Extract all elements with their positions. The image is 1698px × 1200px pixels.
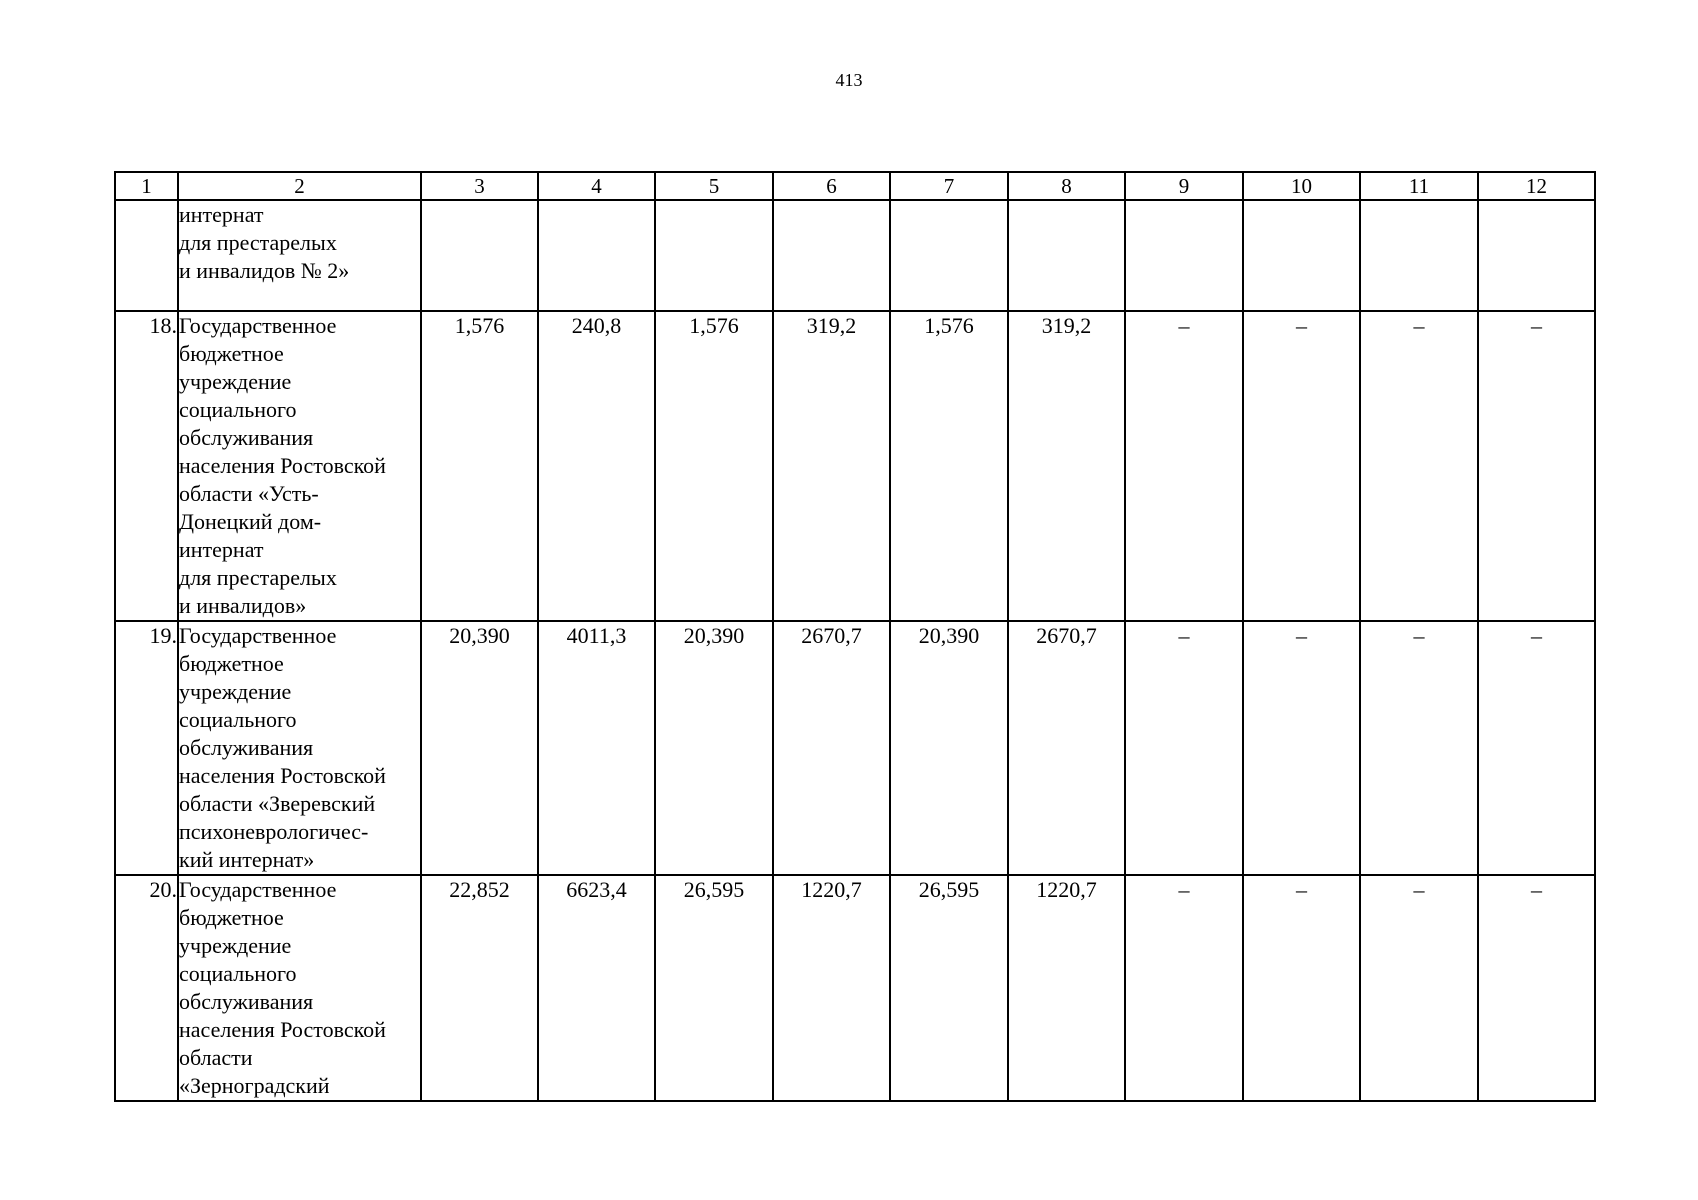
column-header: 9 xyxy=(1125,172,1243,200)
table-cell: – xyxy=(1125,875,1243,1101)
table-cell xyxy=(1125,200,1243,311)
table-cell xyxy=(773,200,890,311)
table-header-row xyxy=(115,172,1595,200)
table-cell: – xyxy=(1360,311,1478,621)
institution-name xyxy=(178,875,421,1101)
institution-name xyxy=(178,311,421,621)
table-cell xyxy=(421,200,538,311)
table-cell xyxy=(890,200,1008,311)
institution-name xyxy=(178,621,421,875)
column-header: 1 xyxy=(115,172,178,200)
table-row xyxy=(115,875,1595,1101)
table-cell: 1,576 xyxy=(890,311,1008,621)
table-cell: – xyxy=(1478,311,1595,621)
table-cell: 1220,7 xyxy=(1008,875,1125,1101)
table-row xyxy=(115,311,1595,621)
table-cell: 26,595 xyxy=(655,875,773,1101)
column-header: 11 xyxy=(1360,172,1478,200)
column-header: 3 xyxy=(421,172,538,200)
institution-name-text: Государственное бюджетное учреждение социального обслуживания населения Ростовской области «Усть- Донецкий дом- интернат для престарелых и инвалидов» xyxy=(179,313,386,618)
table-cell xyxy=(1008,200,1125,311)
table-row xyxy=(115,621,1595,875)
table-cell: 20,390 xyxy=(655,621,773,875)
page-number: 413 xyxy=(835,70,863,90)
table-cell: 20,390 xyxy=(890,621,1008,875)
table-cell: 26,595 xyxy=(890,875,1008,1101)
table-cell xyxy=(1360,200,1478,311)
table-cell xyxy=(655,200,773,311)
table-cell: – xyxy=(1125,621,1243,875)
table-cell: – xyxy=(1360,621,1478,875)
table-cell: 6623,4 xyxy=(538,875,655,1101)
table-row xyxy=(115,200,1595,311)
table-cell: – xyxy=(1243,621,1360,875)
column-header: 10 xyxy=(1243,172,1360,200)
data-table xyxy=(114,171,1596,1102)
column-header: 5 xyxy=(655,172,773,200)
table-cell: – xyxy=(1478,621,1595,875)
table-cell: 2670,7 xyxy=(773,621,890,875)
table-cell: 4011,3 xyxy=(538,621,655,875)
table-cell: 240,8 xyxy=(538,311,655,621)
table-cell xyxy=(1478,200,1595,311)
table-cell: 319,2 xyxy=(773,311,890,621)
column-header: 4 xyxy=(538,172,655,200)
column-header: 2 xyxy=(178,172,421,200)
column-header: 8 xyxy=(1008,172,1125,200)
table-cell: – xyxy=(1360,875,1478,1101)
table-cell xyxy=(538,200,655,311)
row-index: 18. xyxy=(115,311,178,621)
column-header: 6 xyxy=(773,172,890,200)
row-index: 20. xyxy=(115,875,178,1101)
table-cell xyxy=(1243,200,1360,311)
table-cell: – xyxy=(1243,875,1360,1101)
table-cell: 20,390 xyxy=(421,621,538,875)
table-cell: 319,2 xyxy=(1008,311,1125,621)
institution-name-text: Государственное бюджетное учреждение социального обслуживания населения Ростовской области «Зверевский психоневрологичес- кий интернат» xyxy=(179,623,386,872)
column-header: 7 xyxy=(890,172,1008,200)
column-header: 12 xyxy=(1478,172,1595,200)
table-cell: 2670,7 xyxy=(1008,621,1125,875)
table-cell: 1220,7 xyxy=(773,875,890,1101)
table-cell: – xyxy=(1478,875,1595,1101)
row-index xyxy=(115,200,178,311)
table-cell: – xyxy=(1243,311,1360,621)
institution-name-text: интернат для престарелых и инвалидов № 2» xyxy=(179,202,350,283)
table-cell: 22,852 xyxy=(421,875,538,1101)
table-cell: 1,576 xyxy=(655,311,773,621)
table-cell: – xyxy=(1125,311,1243,621)
institution-name-text: Государственное бюджетное учреждение социального обслуживания населения Ростовской области «Зерноградский xyxy=(179,877,386,1098)
row-index: 19. xyxy=(115,621,178,875)
table-cell: 1,576 xyxy=(421,311,538,621)
institution-name xyxy=(178,200,421,311)
